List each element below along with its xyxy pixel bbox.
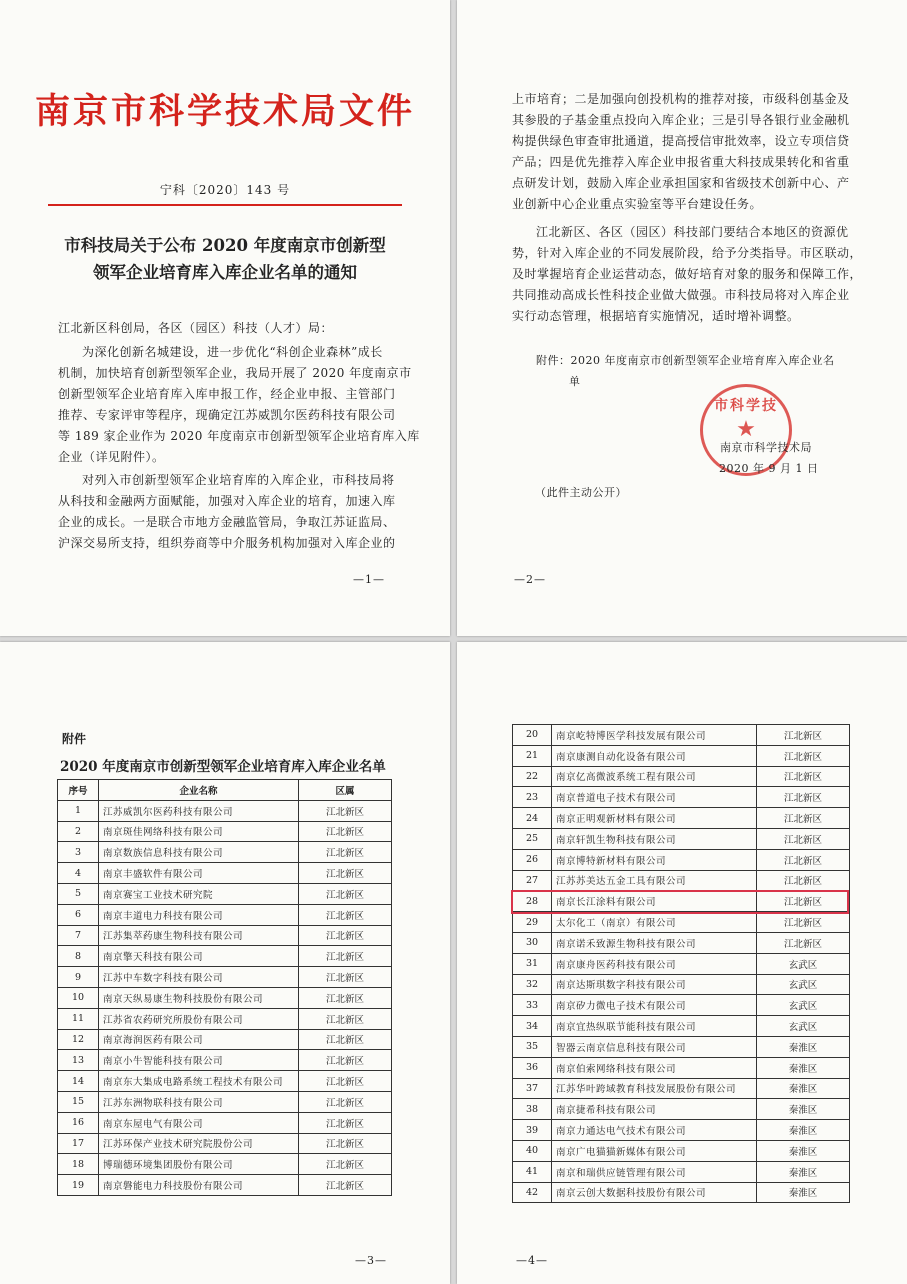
table-row	[58, 1050, 392, 1071]
table-row	[513, 725, 850, 746]
row-seq: 34	[513, 1016, 552, 1037]
notice-title-line-1: 市科技局关于公布 2020 年度南京市创新型	[64, 236, 386, 255]
row-seq: 25	[513, 828, 552, 849]
page-number: —3—	[355, 1254, 387, 1267]
row-company-name: 南京亿高微波系统工程有限公司	[552, 766, 757, 787]
notice-title	[40, 232, 410, 286]
row-company-name: 南京宜热纵联节能科技有限公司	[552, 1016, 757, 1037]
body-line: 推荐、专家评审等程序，现确定江苏威凯尔医药科技有限公司	[58, 408, 396, 422]
row-seq: 22	[513, 766, 552, 787]
row-district: 江北新区	[299, 925, 392, 946]
row-company-name: 太尔化工（南京）有限公司	[552, 912, 757, 933]
row-company-name: 江苏威凯尔医药科技有限公司	[99, 800, 299, 821]
row-district: 秦淮区	[757, 1161, 850, 1182]
header-district: 区属	[299, 780, 392, 801]
body-line: 及时掌握培育企业运营动态，做好培育对象的服务和保障工作，	[512, 267, 863, 281]
row-company-name: 南京诺禾致源生物科技有限公司	[552, 932, 757, 953]
table-row	[513, 1161, 850, 1182]
row-district: 秦淮区	[757, 1057, 850, 1078]
row-company-name: 南京和瑞供应链管理有限公司	[552, 1161, 757, 1182]
row-company-name: 南京伯索网络科技有限公司	[552, 1057, 757, 1078]
page-1	[0, 0, 450, 636]
table-row	[58, 1071, 392, 1092]
row-district: 江北新区	[299, 1091, 392, 1112]
row-district: 江北新区	[299, 967, 392, 988]
row-district: 江北新区	[299, 1029, 392, 1050]
row-company-name: 南京达斯琪数字科技有限公司	[552, 974, 757, 995]
row-seq: 2	[58, 821, 99, 842]
body-line: 企业（详见附件）。	[58, 450, 165, 464]
row-district: 江北新区	[299, 1154, 392, 1175]
row-district: 江北新区	[299, 946, 392, 967]
table-row	[58, 821, 392, 842]
row-seq: 35	[513, 1036, 552, 1057]
row-company-name: 南京矽力微电子技术有限公司	[552, 995, 757, 1016]
body-line: 江北新区科创局，各区（园区）科技（人才）局：	[58, 321, 334, 335]
company-table	[57, 779, 392, 1196]
table-row	[58, 1175, 392, 1196]
row-seq: 24	[513, 808, 552, 829]
table-row	[513, 1057, 850, 1078]
body-line: 其参股的子基金重点投向入库企业；三是引导各银行业金融机	[512, 113, 850, 127]
row-district: 秦淮区	[757, 1099, 850, 1120]
body-line: 沪深交易所支持，组织券商等中介服务机构加强对入库企业的	[58, 536, 396, 550]
table-row	[513, 745, 850, 766]
row-seq: 7	[58, 925, 99, 946]
row-district: 江北新区	[299, 842, 392, 863]
row-district: 江北新区	[757, 870, 850, 891]
body-line: 企业的成长。一是联合市地方金融监管局，争取江苏证监局、	[58, 515, 396, 529]
table-row	[513, 1036, 850, 1057]
row-company-name: 南京博特新材料有限公司	[552, 849, 757, 870]
table-row	[58, 967, 392, 988]
row-company-name: 南京东大集成电路系统工程技术有限公司	[99, 1071, 299, 1092]
table-row	[58, 904, 392, 925]
row-district: 秦淮区	[757, 1078, 850, 1099]
table-row	[513, 766, 850, 787]
row-seq: 28	[513, 891, 552, 912]
body-line: 创新型领军企业培育库入库申报工作，经企业申报、主管部门	[58, 387, 396, 401]
row-company-name: 南京天纵易康生物科技股份有限公司	[99, 987, 299, 1008]
body-line: 为深化创新名城建设，进一步优化“科创企业森林”成长	[82, 345, 383, 359]
row-company-name: 智器云南京信息科技有限公司	[552, 1036, 757, 1057]
row-company-name: 南京轩凯生物科技有限公司	[552, 828, 757, 849]
row-company-name: 南京数族信息科技有限公司	[99, 842, 299, 863]
table-row	[58, 1112, 392, 1133]
row-company-name: 南京屹特博医学科技发展有限公司	[552, 725, 757, 746]
row-seq: 20	[513, 725, 552, 746]
table-row	[58, 883, 392, 904]
row-district: 江北新区	[299, 863, 392, 884]
row-company-name: 南京东屋电气有限公司	[99, 1112, 299, 1133]
body-line: 上市培育；二是加强向创投机构的推荐对接，市级科创基金及	[512, 92, 850, 106]
row-district: 江北新区	[299, 1175, 392, 1196]
row-district: 江北新区	[299, 1008, 392, 1029]
page-2	[457, 0, 907, 636]
row-company-name: 南京磐能电力科技股份有限公司	[99, 1175, 299, 1196]
row-district: 江北新区	[757, 808, 850, 829]
row-company-name: 江苏集萃药康生物科技有限公司	[99, 925, 299, 946]
row-company-name: 南京康舟医药科技有限公司	[552, 953, 757, 974]
attachment-line: 附件：2020 年度南京市创新型领军企业培育库入库企业名	[536, 354, 835, 367]
row-seq: 15	[58, 1091, 99, 1112]
body-line: 共同推动高成长性科技企业做大做强。市科技局将对入库企业	[512, 288, 850, 302]
row-company-name: 南京康测自动化设备有限公司	[552, 745, 757, 766]
table-row	[513, 787, 850, 808]
row-company-name: 南京丰道电力科技有限公司	[99, 904, 299, 925]
table-row	[58, 1029, 392, 1050]
seal-lettering: 市科学技	[714, 398, 778, 414]
table-header-row	[58, 780, 392, 801]
row-seq: 19	[58, 1175, 99, 1196]
row-company-name: 南京赛宝工业技术研究院	[99, 883, 299, 904]
row-district: 玄武区	[757, 974, 850, 995]
row-district: 玄武区	[757, 953, 850, 974]
row-company-name: 南京力通达电气技术有限公司	[552, 1120, 757, 1141]
table-row	[58, 863, 392, 884]
body-line: 势，针对入库企业的不同发展阶段，给予分类指导。市区联动，	[512, 246, 863, 260]
row-company-name: 南京云创大数据科技股份有限公司	[552, 1182, 757, 1203]
body-line: 实行动态管理，根据培育实施情况，适时增补调整。	[512, 309, 800, 323]
company-table-continued	[512, 724, 850, 1203]
body-line: 机制，加快培育创新型领军企业，我局开展了 2020 年度南京市	[58, 366, 412, 380]
seal-star-icon: ★	[736, 417, 756, 442]
body-line: 产品；四是优先推荐入库企业申报省重大科技成果转化和省重	[512, 155, 850, 169]
row-district: 江北新区	[299, 883, 392, 904]
table-row	[513, 1016, 850, 1037]
page-3	[0, 642, 450, 1284]
row-seq: 5	[58, 883, 99, 904]
table-row	[513, 870, 850, 891]
row-seq: 39	[513, 1120, 552, 1141]
row-district: 江北新区	[299, 1133, 392, 1154]
body-line: 等 189 家企业作为 2020 年度南京市创新型领军企业培育库入库	[58, 429, 420, 443]
row-company-name: 江苏环保产业技术研究院股份公司	[99, 1133, 299, 1154]
row-company-name: 南京丰盛软件有限公司	[99, 863, 299, 884]
row-company-name: 江苏省农药研究所股份有限公司	[99, 1008, 299, 1029]
page-number: —2—	[514, 573, 546, 586]
row-seq: 32	[513, 974, 552, 995]
row-seq: 33	[513, 995, 552, 1016]
page-4	[457, 642, 907, 1284]
notice-title-line-2: 领军企业培育库入库企业名单的通知	[93, 263, 357, 282]
row-district: 江北新区	[757, 891, 850, 912]
row-seq: 11	[58, 1008, 99, 1029]
document-masthead: 南京市科学技术局文件	[34, 91, 415, 132]
row-seq: 21	[513, 745, 552, 766]
table-row	[513, 932, 850, 953]
row-district: 江北新区	[757, 932, 850, 953]
table-row	[513, 849, 850, 870]
table-row	[513, 912, 850, 933]
row-district: 玄武区	[757, 1016, 850, 1037]
row-district: 江北新区	[757, 828, 850, 849]
row-company-name: 南京海润医药有限公司	[99, 1029, 299, 1050]
row-seq: 1	[58, 800, 99, 821]
row-seq: 30	[513, 932, 552, 953]
list-title: 2020 年度南京市创新型领军企业培育库入库企业名单	[60, 759, 386, 775]
row-seq: 4	[58, 863, 99, 884]
issuer-name: 南京市科学技术局	[720, 441, 812, 454]
row-seq: 38	[513, 1099, 552, 1120]
table-row	[513, 1078, 850, 1099]
red-divider-line	[48, 204, 402, 206]
table-row	[513, 995, 850, 1016]
row-seq: 9	[58, 967, 99, 988]
document-number: 宁科〔2020〕143 号	[159, 183, 291, 197]
row-seq: 29	[513, 912, 552, 933]
row-district: 江北新区	[299, 1050, 392, 1071]
row-seq: 8	[58, 946, 99, 967]
row-seq: 12	[58, 1029, 99, 1050]
row-seq: 17	[58, 1133, 99, 1154]
row-company-name: 江苏华叶跨域教育科技发展股份有限公司	[552, 1078, 757, 1099]
row-seq: 40	[513, 1140, 552, 1161]
row-company-name: 江苏中车数字科技有限公司	[99, 967, 299, 988]
row-seq: 14	[58, 1071, 99, 1092]
row-district: 秦淮区	[757, 1140, 850, 1161]
table-row	[513, 974, 850, 995]
row-company-name: 南京小牛智能科技有限公司	[99, 1050, 299, 1071]
body-line: 从科技和金融两方面赋能，加强对入库企业的培育，加速入库	[58, 494, 396, 508]
table-row	[513, 1140, 850, 1161]
row-seq: 31	[513, 953, 552, 974]
body-line: 点研发计划，鼓励入库企业承担国家和省级技术创新中心、产	[512, 176, 850, 190]
row-district: 江北新区	[757, 912, 850, 933]
row-district: 江北新区	[299, 1071, 392, 1092]
row-company-name: 南京普道电子技术有限公司	[552, 787, 757, 808]
page-number: —1—	[353, 573, 385, 586]
row-seq: 27	[513, 870, 552, 891]
body-line: 业创新中心企业重点实验室等平台建设任务。	[512, 197, 763, 211]
body-line: 构提供绿色审查审批通道，提高授信审批效率，设立专项信贷	[512, 134, 850, 148]
row-district: 江北新区	[299, 987, 392, 1008]
row-company-name: 江苏苏美达五金工具有限公司	[552, 870, 757, 891]
row-company-name: 南京擎天科技有限公司	[99, 946, 299, 967]
row-seq: 26	[513, 849, 552, 870]
table-row	[58, 1091, 392, 1112]
row-seq: 36	[513, 1057, 552, 1078]
table-row	[58, 987, 392, 1008]
attachment-line-cont: 单	[569, 375, 581, 388]
row-company-name: 南京捷希科技有限公司	[552, 1099, 757, 1120]
table-row	[58, 842, 392, 863]
row-company-name: 南京广电猫猫新媒体有限公司	[552, 1140, 757, 1161]
issue-date: 2020 年 9 月 1 日	[719, 462, 819, 475]
row-district: 江北新区	[299, 800, 392, 821]
table-row	[513, 1120, 850, 1141]
row-district: 秦淮区	[757, 1120, 850, 1141]
header-company-name: 企业名称	[99, 780, 299, 801]
table-row	[58, 1154, 392, 1175]
table-row	[58, 800, 392, 821]
row-district: 江北新区	[299, 821, 392, 842]
body-line: 江北新区、各区（园区）科技部门要结合本地区的资源优	[536, 225, 849, 239]
row-seq: 41	[513, 1161, 552, 1182]
row-seq: 37	[513, 1078, 552, 1099]
row-company-name: 南京长江涂料有限公司	[552, 891, 757, 912]
row-district: 江北新区	[757, 849, 850, 870]
table-row	[513, 828, 850, 849]
header-seq: 序号	[58, 780, 99, 801]
row-district: 玄武区	[757, 995, 850, 1016]
row-company-name: 南京斑佳网络科技有限公司	[99, 821, 299, 842]
row-company-name: 江苏东洲物联科技有限公司	[99, 1091, 299, 1112]
row-seq: 13	[58, 1050, 99, 1071]
table-row	[513, 1182, 850, 1203]
row-seq: 6	[58, 904, 99, 925]
public-disclosure-note: （此件主动公开）	[535, 486, 627, 499]
table-row	[513, 808, 850, 829]
row-seq: 18	[58, 1154, 99, 1175]
row-seq: 10	[58, 987, 99, 1008]
row-district: 江北新区	[757, 787, 850, 808]
row-district: 秦淮区	[757, 1182, 850, 1203]
row-company-name: 南京正明观新材料有限公司	[552, 808, 757, 829]
row-district: 江北新区	[757, 725, 850, 746]
page-number: —4—	[516, 1254, 548, 1267]
row-seq: 23	[513, 787, 552, 808]
table-row	[513, 953, 850, 974]
attachment-label: 附件	[62, 732, 87, 746]
table-row	[58, 946, 392, 967]
row-company-name: 博瑞德环境集团股份有限公司	[99, 1154, 299, 1175]
row-district: 江北新区	[757, 745, 850, 766]
row-seq: 3	[58, 842, 99, 863]
row-seq: 42	[513, 1182, 552, 1203]
row-district: 秦淮区	[757, 1036, 850, 1057]
row-district: 江北新区	[299, 1112, 392, 1133]
table-row	[58, 925, 392, 946]
table-row	[513, 1099, 850, 1120]
row-seq: 16	[58, 1112, 99, 1133]
row-district: 江北新区	[757, 766, 850, 787]
row-district: 江北新区	[299, 904, 392, 925]
highlight-box-row-28	[511, 890, 849, 914]
table-row	[58, 1133, 392, 1154]
table-row	[58, 1008, 392, 1029]
body-line: 对列入市创新型领军企业培育库的入库企业，市科技局将	[82, 473, 395, 487]
